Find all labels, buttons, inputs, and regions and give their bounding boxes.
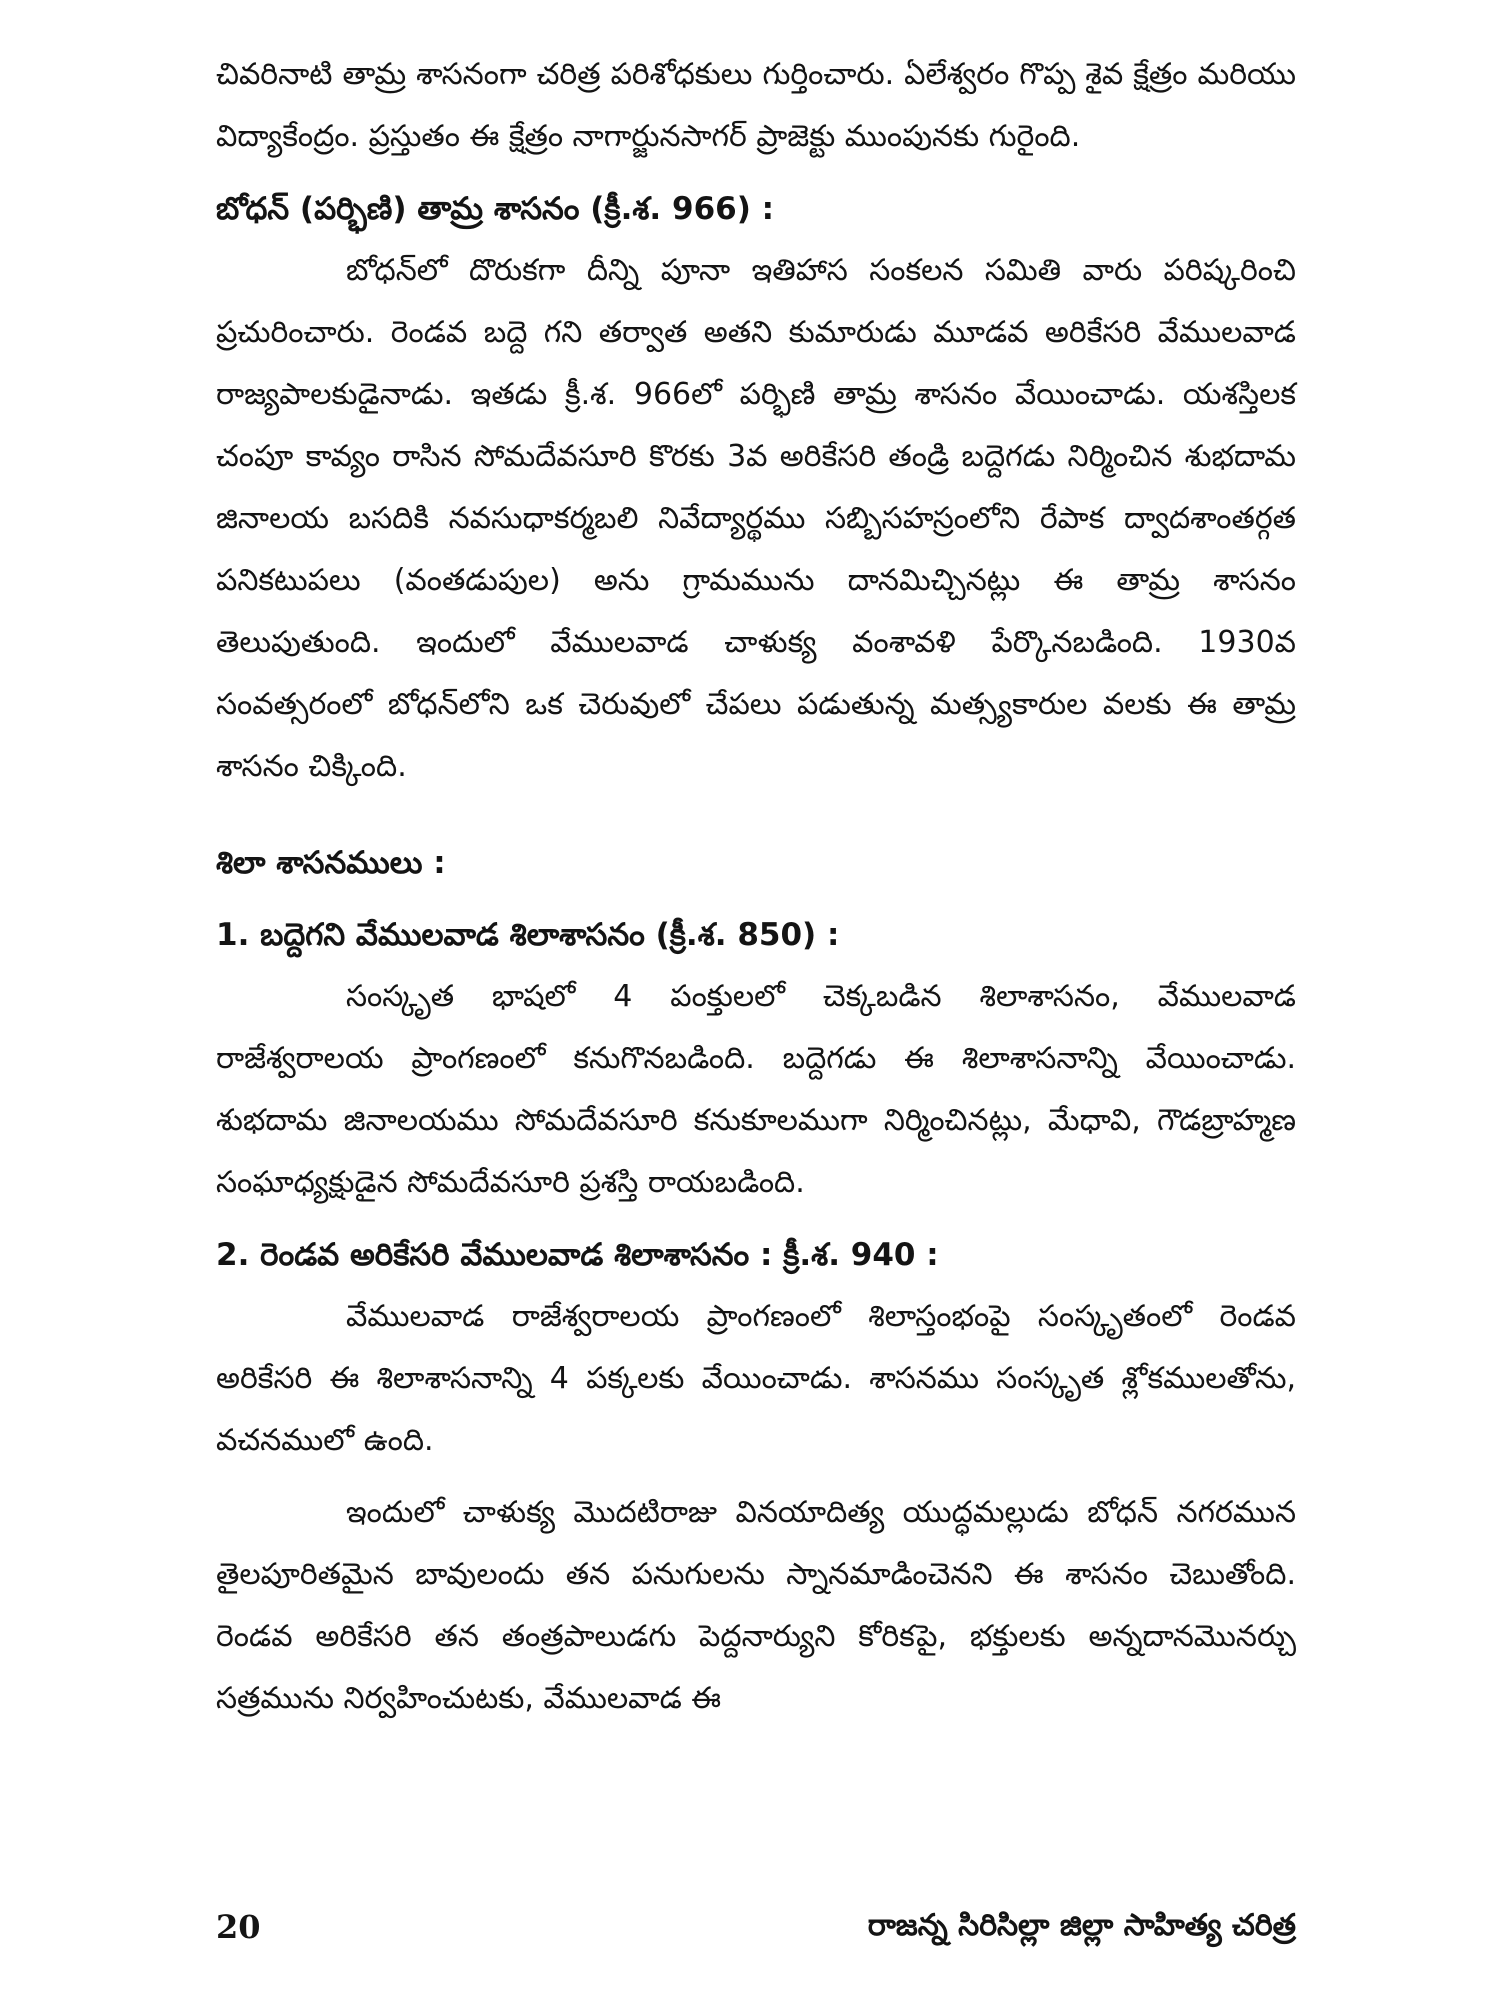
bodhan-paragraph: బోధన్‌లో దొరుకగా దీన్ని పూనా ఇతిహాస సంకలన సమితి వారు పరిష్కరించి ప్రచురించారు. రెండవ బద్దె గని తర్వాత అతని కుమారుడు మూడవ అరికేసరి వేములవాడ రాజ్యపాలకుడైనాడు. ఇతడు క్రీ.శ. 966లో పర్భిణి తామ్ర శాసనం వేయించాడు. యశస్తిలక చంపూ కావ్యం రాసిన సోమదేవసూరి కొరకు 3వ అరికేసరి తండ్రి బద్దెగడు నిర్మించిన శుభదామ జినాలయ బసదికి నవసుధాకర్మబలి నివేద్యార్థము సబ్బిసహస్రంలోని రేపాక ద్వాదశాంతర్గత పనికటుపలు (వంతడుపుల) అను గ్రామమును దానమిచ్చినట్లు ఈ తామ్ర శాసనం తెలుపుతుంది. ఇందులో వేములవాడ చాళుక్య వంశావళి పేర్కొనబడింది. 1930వ సంవత్సరంలో బోధన్‌లోని ఒక చెరువులో చేపలు పడుతున్న మత్స్యకారుల వలకు ఈ తామ్ర శాసనం చిక్కింది.: [216, 253, 1296, 784]
inscription-1-heading: 1. బద్దెగని వేములవాడ శిలాశాసనం (క్రీ.శ. 850) :: [216, 917, 840, 953]
page-content: [216, 44, 1296, 1730]
intro-paragraph: చివరినాటి తామ్ర శాసనంగా చరిత్ర పరిశోధకులు గుర్తించారు. ఏలేశ్వరం గొప్ప శైవ క్షేత్రం మరియు విద్యాకేంద్రం. ప్రస్తుతం ఈ క్షేత్రం నాగార్జునసాగర్ ప్రాజెక్టు ముంపునకు గురైంది.: [216, 57, 1296, 154]
page-footer: [216, 1908, 1296, 1968]
inscription-2-paragraph-1: వేములవాడ రాజేశ్వరాలయ ప్రాంగణంలో శిలాస్తంభంపై సంస్కృతంలో రెండవ అరికేసరి ఈ శిలాశాసనాన్ని 4 పక్కలకు వేయించాడు. శాసనము సంస్కృత శ్లోకములతోను, వచనములో ఉంది.: [216, 1299, 1296, 1458]
page-number: 20: [216, 1908, 261, 1946]
inscription-1-paragraph: సంస్కృత భాషలో 4 పంక్తులలో చెక్కబడిన శిలాశాసనం, వేములవాడ రాజేశ్వరాలయ ప్రాంగణంలో కనుగొనబడింది. బద్దెగడు ఈ శిలాశాసనాన్ని వేయించాడు. శుభదామ జినాలయము సోమదేవసూరి కనుకూలముగా నిర్మించినట్లు, మేధావి, గౌడబ్రాహ్మణ సంఘాధ్యక్షుడైన సోమదేవసూరి ప్రశస్తి రాయబడింది.: [216, 979, 1296, 1200]
inscription-2-heading: 2. రెండవ అరికేసరి వేములవాడ శిలాశాసనం : క్రీ.శ. 940 :: [216, 1237, 939, 1273]
stone-inscriptions-heading: శిలా శాసనములు :: [216, 845, 446, 881]
bodhan-heading: బోధన్ (పర్భిణి) తామ్ర శాసనం (క్రీ.శ. 966) :: [216, 191, 775, 227]
book-title: రాజన్న సిరిసిల్లా జిల్లా సాహిత్య చరిత్ర: [867, 1908, 1296, 1943]
inscription-2-paragraph-2: ఇందులో చాళుక్య మొదటిరాజు వినయాదిత్య యుద్ధమల్లుడు బోధన్ నగరమున తైలపూరితమైన బావులందు తన పనుగులను స్నానమాడించెనని ఈ శాసనం చెబుతోంది. రెండవ అరికేసరి తన తంత్రపాలుడగు పెద్దనార్యుని కోరికపై, భక్తులకు అన్నదానమొనర్చు సత్రమును నిర్వహించుటకు, వేములవాడ ఈ: [216, 1495, 1296, 1716]
